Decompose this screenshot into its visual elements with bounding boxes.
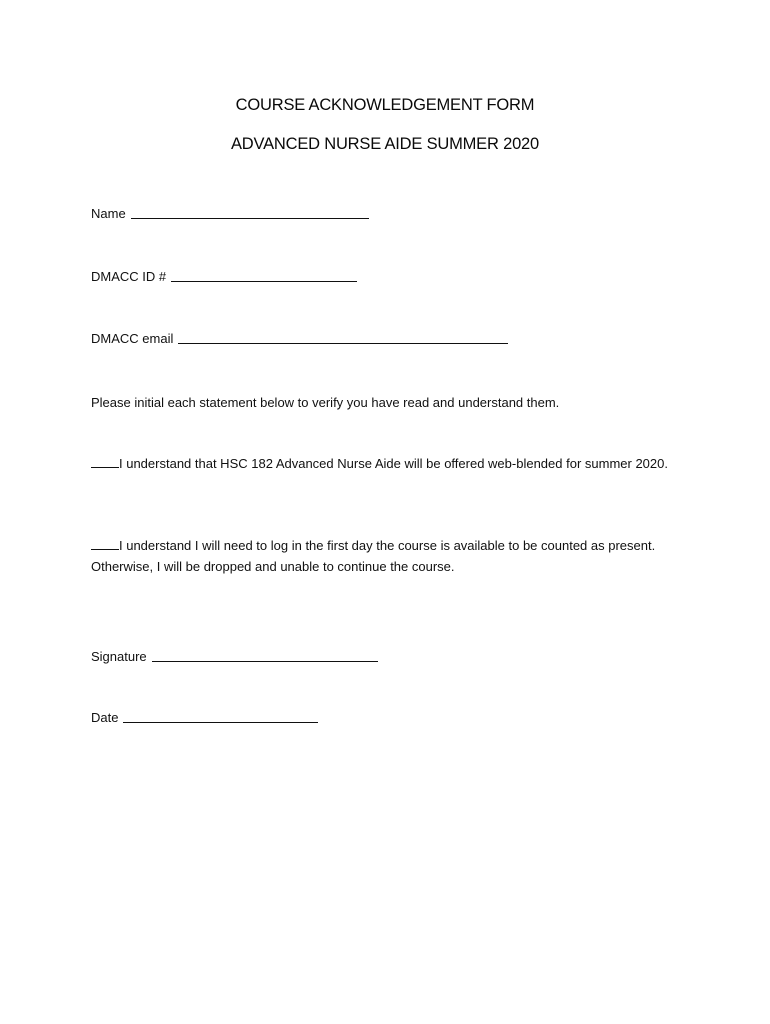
initial-blank-1[interactable] [91, 466, 119, 468]
date-label: Date [91, 710, 119, 725]
dmacc-id-label: DMACC ID # [91, 269, 167, 284]
dmacc-email-field[interactable] [91, 331, 508, 346]
dmacc-email-line[interactable] [178, 342, 508, 344]
form-subtitle: ADVANCED NURSE AIDE SUMMER 2020 [231, 135, 539, 153]
signature-line[interactable] [152, 660, 378, 662]
date-field[interactable] [91, 710, 318, 725]
statement-1-text: I understand that HSC 182 Advanced Nurse Aide will be offered web-blended for summer 2020. [119, 456, 668, 471]
form-title: COURSE ACKNOWLEDGEMENT FORM [235, 96, 535, 114]
dmacc-id-field[interactable] [91, 269, 357, 284]
initial-blank-2[interactable] [91, 548, 119, 550]
instruction-text: Please initial each statement below to verify you have read and understand them. [91, 395, 560, 410]
dmacc-email-label: DMACC email [91, 331, 174, 346]
statement-2 [91, 535, 681, 577]
statement-2-text: I understand I will need to log in the first day the course is available to be counted as present. Otherwise, I will be dropped and unable to continue the course. [91, 538, 656, 574]
name-label: Name [91, 206, 126, 221]
dmacc-id-line[interactable] [171, 280, 357, 282]
statement-1 [91, 453, 681, 474]
signature-label: Signature [91, 649, 147, 664]
date-line[interactable] [123, 721, 318, 723]
name-line[interactable] [131, 217, 369, 219]
name-field[interactable] [91, 206, 369, 221]
signature-field[interactable] [91, 649, 378, 664]
